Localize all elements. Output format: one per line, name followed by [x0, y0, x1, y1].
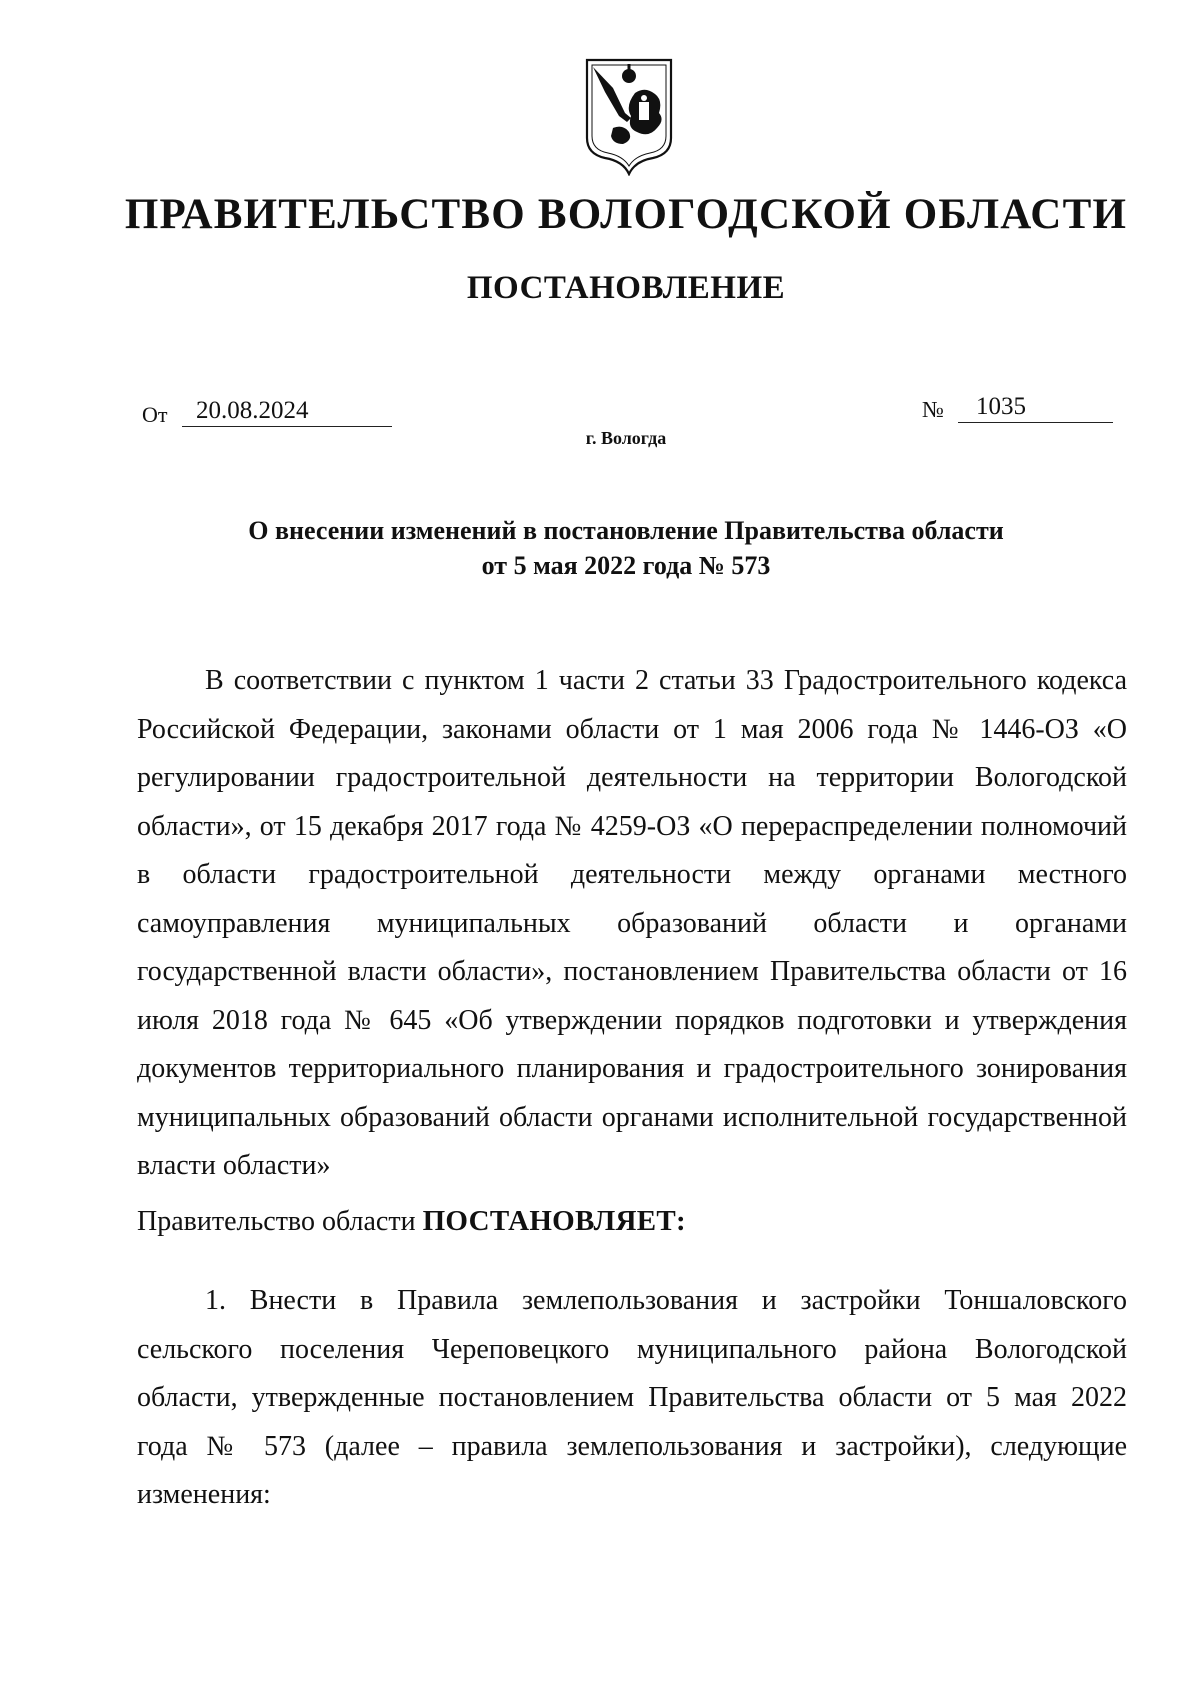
date-label: От [142, 402, 168, 427]
subject-line-2: от 5 мая 2022 года № 573 [481, 551, 771, 580]
resolution-keyword: ПОСТАНОВЛЯЕТ: [422, 1205, 686, 1237]
item-1-paragraph: 1. Внести в Правила землепользования и застройки Тоншаловского сельского поселения Череповецкого муниципального района Вологодской области, утвержденные постановлением Правительства области от 5 мая 2022 года № 573 (далее – правила землепользования и застройки), следующие изменения: [137, 1285, 1127, 1510]
city-name: г. Вологда [585, 428, 667, 448]
document-type: ПОСТАНОВЛЕНИЕ [466, 270, 786, 306]
subject-line-1: О внесении изменений в постановление Правительства области [248, 516, 1004, 545]
organization-title: ПРАВИТЕЛЬСТВО ВОЛОГОДСКОЙ ОБЛАСТИ [124, 191, 1128, 238]
resolution-prefix: Правительство области [137, 1206, 416, 1237]
number-label: № [922, 397, 944, 422]
document-date: 20.08.2024 [182, 396, 392, 427]
document-subject [140, 513, 1112, 583]
resolution-statement [137, 1197, 686, 1246]
document-number: 1035 [958, 392, 1113, 423]
vologda-coat-of-arms-icon [583, 58, 675, 176]
preamble-paragraph: В соответствии с пунктом 1 части 2 статьи 33 Градостроительного кодекса Российской Федерации, законами области от 1 мая 2006 года № 1446-ОЗ «О регулировании градостроительной деятельности на территории Вологодской области», от 15 декабря 2017 года № 4259-ОЗ «О перераспределении полномочий в области градостроительной деятельности между органами местного самоуправления муниципальных образований области и органами государственной власти области», постановлением Правительства области от 16 июля 2018 года № 645 «Об утверждении порядков подготовки и утверждения документов территориального планирования и градостроительного зонирования муниципальных образований области органами исполнительной государственной власти области» [137, 665, 1127, 1181]
